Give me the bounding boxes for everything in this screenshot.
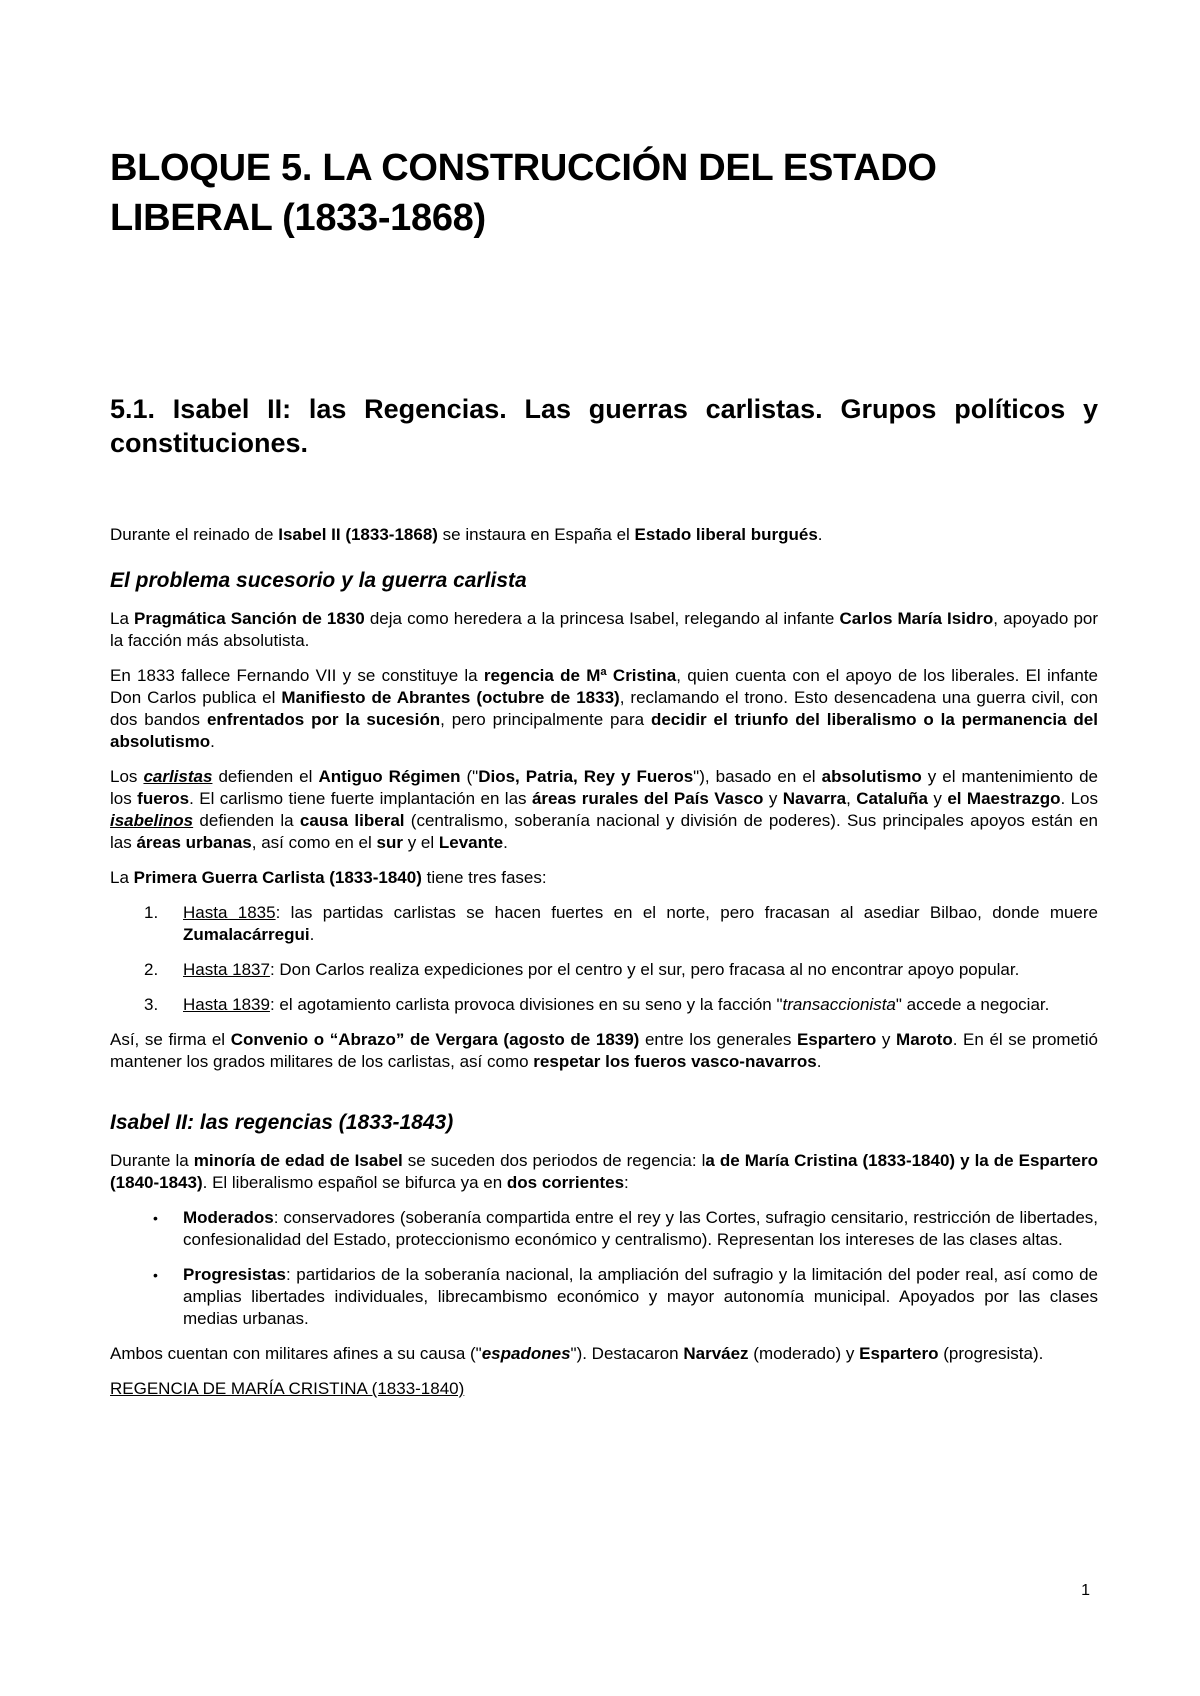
text: y [876,1030,897,1049]
paragraph-carlistas [110,766,1098,854]
bold-text: sur [376,833,403,852]
text: , [846,789,857,808]
subheading-regencias: Isabel II: las regencias (1833-1843) [110,1111,454,1134]
text: Durante la [110,1151,194,1170]
text: En 1833 fallece Fernando VII y se constituye la [110,666,484,685]
list-number: 3. [144,995,159,1014]
bullet-icon: • [153,1210,158,1226]
bold-text: Isabel II (1833-1868) [278,525,438,544]
text: y [763,789,783,808]
text: defienden el [212,767,319,786]
bold-text: el Maestrazgo [947,789,1061,808]
bold-text: Moderados [183,1208,274,1227]
text: . Los [1060,789,1099,808]
bold-text: regencia de Mª Cristina [483,666,677,685]
bold-underline-text: carlistas [143,767,213,786]
text: Los [110,767,144,786]
list-item [110,1264,1098,1330]
text: y el [402,833,439,852]
text: . El carlismo tiene fuerte implantación en las [189,789,532,808]
bold-italic-text: espadones [481,1344,571,1363]
bold-text: Convenio o “Abrazo” de Vergara (agosto de 1839) [230,1030,640,1049]
bold-text: absolutismo [821,767,922,786]
bold-text: Narváez [683,1344,749,1363]
bold-text: Espartero [796,1030,877,1049]
bold-underline-text: isabelinos [110,811,194,830]
text: (progresista). [938,1344,1044,1363]
bold-text: minoría de edad de Isabel [193,1151,403,1170]
bold-text: causa liberal [299,811,405,830]
list-item [110,959,1098,981]
text: , quien cuenta con el apoyo de los liberales. El infante Don Carlos publica el [110,666,1098,707]
subheading-succession: El problema sucesorio y la guerra carlista [110,569,527,592]
bold-text: Zumalacárregui [183,925,310,944]
text: : el agotamiento carlista provoca divisiones en su seno y la facción " [269,995,783,1014]
text: , pero principalmente para [440,710,651,729]
text: La [110,868,134,887]
bold-text: Carlos María Isidro [839,609,994,628]
bold-text: a de María Cristina (1833-1840) y la de Espartero (1840-1843) [110,1151,1098,1192]
text: "), basado en el [693,767,822,786]
text: Ambos cuentan con militares afines a su causa (" [110,1344,482,1363]
regencia-heading [110,1378,1098,1400]
text: se suceden dos periodos de regencia: l [402,1151,706,1170]
paragraph-regencia [110,665,1098,753]
text: "). Destacaron [570,1344,684,1363]
underline-text: Hasta 1837 [183,960,270,979]
text: : Don Carlos realiza expediciones por el centro y el sur, pero fracasa al no encontrar apoyo popular. [269,960,1020,979]
text: y el mantenimiento de los [110,767,1099,808]
text: (" [460,767,479,786]
text: . El liberalismo español se bifurca ya en [202,1173,507,1192]
underline-text: REGENCIA DE MARÍA CRISTINA (1833-1840) [110,1379,465,1398]
text: . [503,833,508,852]
bold-text: áreas urbanas [136,833,252,852]
list-item [110,902,1098,946]
bold-text: Progresistas [183,1265,286,1284]
paragraph-pragmatica [110,608,1098,652]
text: deja como heredera a la princesa Isabel, relegando al infante [364,609,840,628]
text: (centralismo, soberanía nacional y división de poderes). Sus principales apoyos están en las [110,811,1098,852]
text: , apoyado por la facción más absolutista. [110,609,1099,650]
bold-text: Manifiesto de Abrantes (octubre de 1833) [281,688,620,707]
text: , así como en el [251,833,377,852]
italic-text: transaccionista [782,995,896,1014]
bold-text: decidir el triunfo del liberalismo o la permanencia del absolutismo [110,710,1098,751]
bold-text: Primera Guerra Carlista (1833-1840) [133,868,422,887]
list-number: 2. [144,960,159,979]
intro-paragraph [110,524,1098,546]
bold-text: áreas rurales del País Vasco [531,789,764,808]
page-number: 1 [1081,1582,1090,1599]
paragraph-minoria [110,1150,1098,1194]
text: Durante el reinado de [110,525,279,544]
list-item [110,994,1098,1016]
document-body [110,524,1098,1413]
text: " accede a negociar. [895,995,1050,1014]
text: se instaura en España el [437,525,635,544]
list-item [110,1207,1098,1251]
document-title: BLOQUE 5. LA CONSTRUCCIÓN DEL ESTADO LIBERAL (1833-1868) [110,147,937,239]
paragraph-primera-guerra [110,867,1098,889]
bold-text: Navarra [782,789,847,808]
text: La [110,609,135,628]
text: Así, se firma el [110,1030,231,1049]
text: entre los generales [639,1030,797,1049]
text: y [928,789,948,808]
text: defienden la [193,811,300,830]
paragraph-vergara [110,1029,1098,1073]
bold-text: enfrentados por la sucesión [206,710,441,729]
bullet-icon: • [153,1267,158,1283]
text: : conservadores (soberanía compartida entre el rey y las Cortes, sufragio censitario, restricción de libertades, confesionalidad del Estado, proteccionismo económico y centralismo). Representan los intereses de las clases altas. [183,1208,1098,1249]
section-heading: 5.1. Isabel II: las Regencias. Las guerras carlistas. Grupos políticos y constituciones. [110,394,1098,458]
bold-text: Espartero [859,1344,939,1363]
bold-text: Antiguo Régimen [318,767,461,786]
underline-text: Hasta 1835 [183,903,276,922]
text: : las partidas carlistas se hacen fuertes en el norte, pero fracasan al asediar Bilbao, donde muere [275,903,1098,922]
bold-text: respetar los fueros vasco-navarros [533,1052,817,1071]
bold-text: Pragmática Sanción de 1830 [134,609,365,628]
phases-list [110,902,1098,1016]
bold-text: Cataluña [856,789,929,808]
text: . [309,925,315,944]
text: : partidarios de la soberanía nacional, la ampliación del sufragio y la limitación del poder real, así como de amplias libertades individuales, librecambismo económico y mayor autonomía municipal. Apoyados por las clases medias urbanas. [183,1265,1098,1328]
underline-text: Hasta 1839 [183,995,270,1014]
text: . [817,525,823,544]
bold-text: Levante [438,833,504,852]
currents-list [110,1207,1098,1330]
bold-text: dos corrientes [506,1173,625,1192]
bold-text: fueros [137,789,190,808]
text: . [816,1052,822,1071]
text: . [210,732,215,751]
text: . En él se prometió mantener los grados militares de los carlistas, así como [110,1030,1099,1071]
bold-text: Dios, Patria, Rey y Fueros [478,767,694,786]
bold-text: Maroto [896,1030,953,1049]
paragraph-espadones [110,1343,1098,1365]
list-number: 1. [144,903,159,922]
text: : [624,1173,629,1192]
text: , reclamando el trono. Esto desencadena una guerra civil, con dos bandos [110,688,1099,729]
text: tiene tres fases: [421,868,547,887]
bold-text: Estado liberal burgués [634,525,818,544]
text: (moderado) y [748,1344,860,1363]
